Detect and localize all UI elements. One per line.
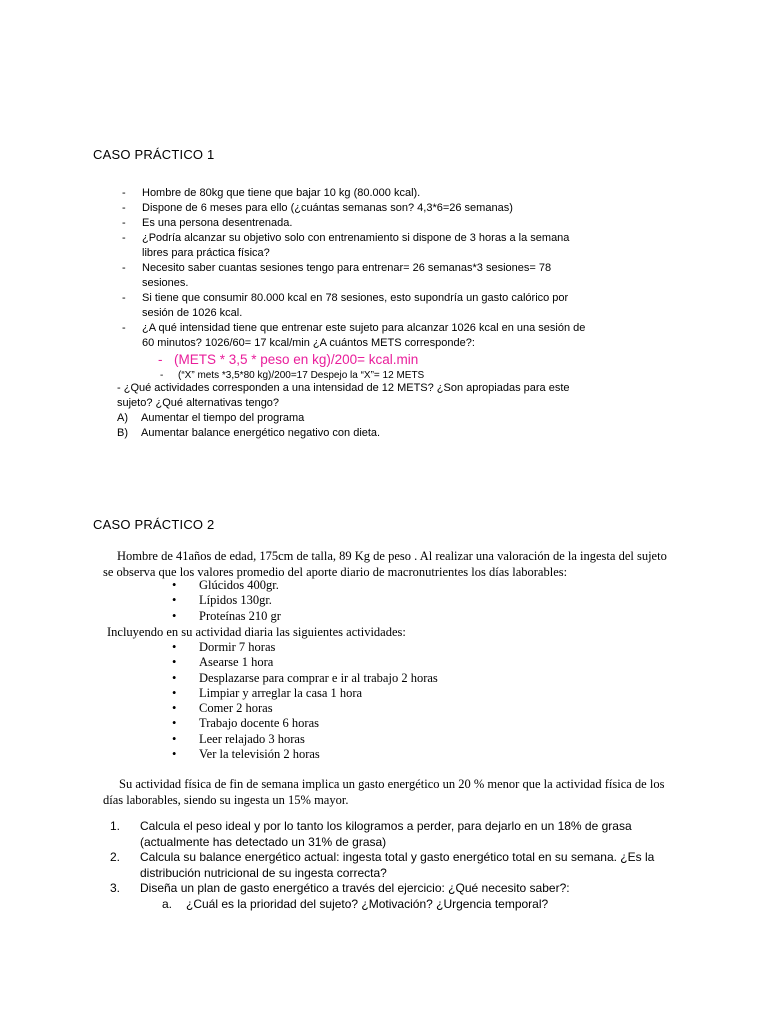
- list-item: • Trabajo docente 6 horas: [172, 716, 438, 731]
- list-item: • Proteínas 210 gr: [172, 609, 281, 624]
- list-item: • Asearse 1 hora: [172, 655, 438, 670]
- list-item: - Necesito saber cuantas sesiones tengo para entrenar= 26 semanas*3 sesiones= 78 sesiones.: [122, 262, 552, 289]
- option-item: B) Aumentar balance energético negativo con dieta.: [117, 427, 381, 439]
- list-item: - Dispone de 6 meses para ello (¿cuántas semanas son? 4,3*6=26 semanas): [122, 202, 513, 214]
- activities-intro: Incluyendo en su actividad diaria las siguientes actividades:: [107, 625, 406, 639]
- list-item: • Glúcidos 400gr.: [172, 578, 281, 593]
- case1-question-block: [117, 381, 587, 441]
- list-item: 3. Diseña un plan de gasto energético a través del ejercicio: ¿Qué necesito saber?:: [110, 881, 570, 895]
- list-item: - Si tiene que consumir 80.000 kcal en 78 sesiones, esto supondría un gasto calórico por sesión de 1026 kcal.: [122, 292, 569, 319]
- case1-heading: CASO PRÁCTICO 1: [93, 147, 215, 162]
- list-item: • Leer relajado 3 horas: [172, 732, 438, 747]
- list-item: 1. Calcula el peso ideal y por lo tanto los kilogramos a perder, para dejarlo en un 18% de grasa (actualmente has detectado un 31% de grasa): [110, 819, 632, 849]
- list-item: - ¿A qué intensidad tiene que entrenar este sujeto para alcanzar 1026 kcal en una sesión de 60 minutos? 1026/60= 17 kcal/min ¿A cuántos METS corresponde?:: [122, 322, 586, 349]
- case2-intro: Hombre de 41años de edad, 175cm de talla, 89 Kg de peso . Al realizar una valoración de la ingesta del sujeto se observa que los valores promedio del aporte diario de macronutrientes los días laborables:: [103, 549, 667, 579]
- option-item: A) Aumentar el tiempo del programa: [117, 412, 305, 424]
- case2-heading: CASO PRÁCTICO 2: [93, 517, 215, 532]
- list-item: 2. Calcula su balance energético actual: ingesta total y gasto energético total en su semana. ¿Es la distribución nutricional de su ingesta correcta?: [110, 850, 655, 880]
- list-item: - (“X” mets *3,5*80 kg)/200=17 Despejo la “X”= 12 METS: [160, 370, 425, 381]
- mets-formula: - (METS * 3,5 * peso en kg)/200= kcal.min: [158, 352, 419, 367]
- list-item: - Hombre de 80kg que tiene que bajar 10 kg (80.000 kcal).: [122, 187, 421, 199]
- list-item: - ¿Podría alcanzar su objetivo solo con entrenamiento si dispone de 3 horas a la semana libres para práctica física?: [122, 232, 570, 259]
- macronutrient-list: [172, 578, 281, 624]
- list-item: a. ¿Cuál es la prioridad del sujeto? ¿Motivación? ¿Urgencia temporal?: [162, 896, 549, 911]
- list-item: • Limpiar y arreglar la casa 1 hora: [172, 686, 438, 701]
- list-item: • Lípidos 130gr.: [172, 593, 281, 608]
- activities-list: [172, 640, 438, 762]
- list-item: • Desplazarse para comprar e ir al trabajo 2 horas: [172, 671, 438, 686]
- list-item: • Ver la televisión 2 horas: [172, 747, 438, 762]
- case1-question: - ¿Qué actividades corresponden a una intensidad de 12 METS? ¿Son apropiadas para este sujeto? ¿Qué alternativas tengo?: [117, 382, 570, 409]
- weekend-paragraph: Su actividad física de fin de semana implica un gasto energético un 20 % menor que la actividad física de los días laborables, siendo su ingesta un 15% mayor.: [103, 777, 665, 807]
- list-item: • Comer 2 horas: [172, 701, 438, 716]
- case1-dash-list: [122, 186, 592, 382]
- task-list: [110, 819, 670, 912]
- list-item: • Dormir 7 horas: [172, 640, 438, 655]
- list-item: - Es una persona desentrenada.: [122, 217, 293, 229]
